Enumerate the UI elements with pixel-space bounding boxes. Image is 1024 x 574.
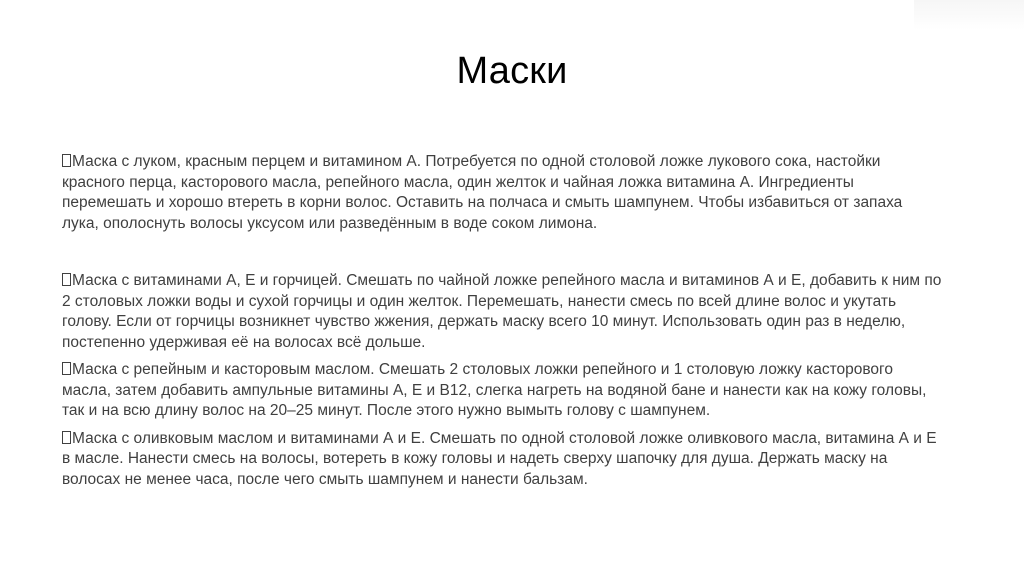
corner-shading [914,0,1024,30]
paragraph-onion-mask [62,152,942,234]
paragraph-text: Маска с витаминами А, Е и горчицей. Смешать по чайной ложке репейного масла и витаминов А и Е, добавить к ним по 2 столовых ложки воды и сухой горчицы и один желток. Перемешать, нанести смесь по всей длине волос и укутать голову. Если от горчицы возникнет чувство жжения, держать маску всего 10 минут. Использовать один раз в неделю, постепенно удерживая её на волосах всё дольше. [62,272,942,351]
missing-glyph-icon [62,273,71,286]
paragraph-text: Маска с оливковым маслом и витаминами А и Е. Смешать по одной столовой ложке оливкового масла, витамина А и Е в масле. Нанести смесь на волосы, вотереть в кожу головы и надеть сверху шапочку для душа. Держать маску на волосах не менее часа, после чего смыть шампунем и нанести бальзам. [62,429,937,488]
paragraph-vitamin-mustard-mask [62,271,942,353]
paragraph-text: Маска с репейным и касторовым маслом. Смешать 2 столовых ложки репейного и 1 столовую ложку касторового масла, затем добавить ампульные витамины А, Е и В12, слегка нагреть на водяной бане и нанести как на кожу головы, так и на всю длину волос на 20–25 минут. После этого нужно вымыть голову с шампунем. [62,361,927,419]
paragraph-text: Маска с луком, красным перцем и витамином А. Потребуется по одной столовой ложке лукового сока, настойки красного перца, касторового масла, репейного масла, один желток и чайная ложка витамина А. Ингредиенты перемешать и хорошо втереть в корни волос. Оставить на полчаса и смыть шампунем. Чтобы избавиться от запаха лука, ополоснуть волосы уксусом или разведённым в воде соком лимона. [62,153,903,232]
slide-body [62,152,942,490]
paragraph-burdock-castor-mask [62,360,942,422]
missing-glyph-icon [62,154,71,167]
missing-glyph-icon [62,431,71,444]
paragraph-olive-oil-mask [62,429,942,491]
missing-glyph-icon [62,362,71,375]
slide-title: Маски [456,50,568,92]
